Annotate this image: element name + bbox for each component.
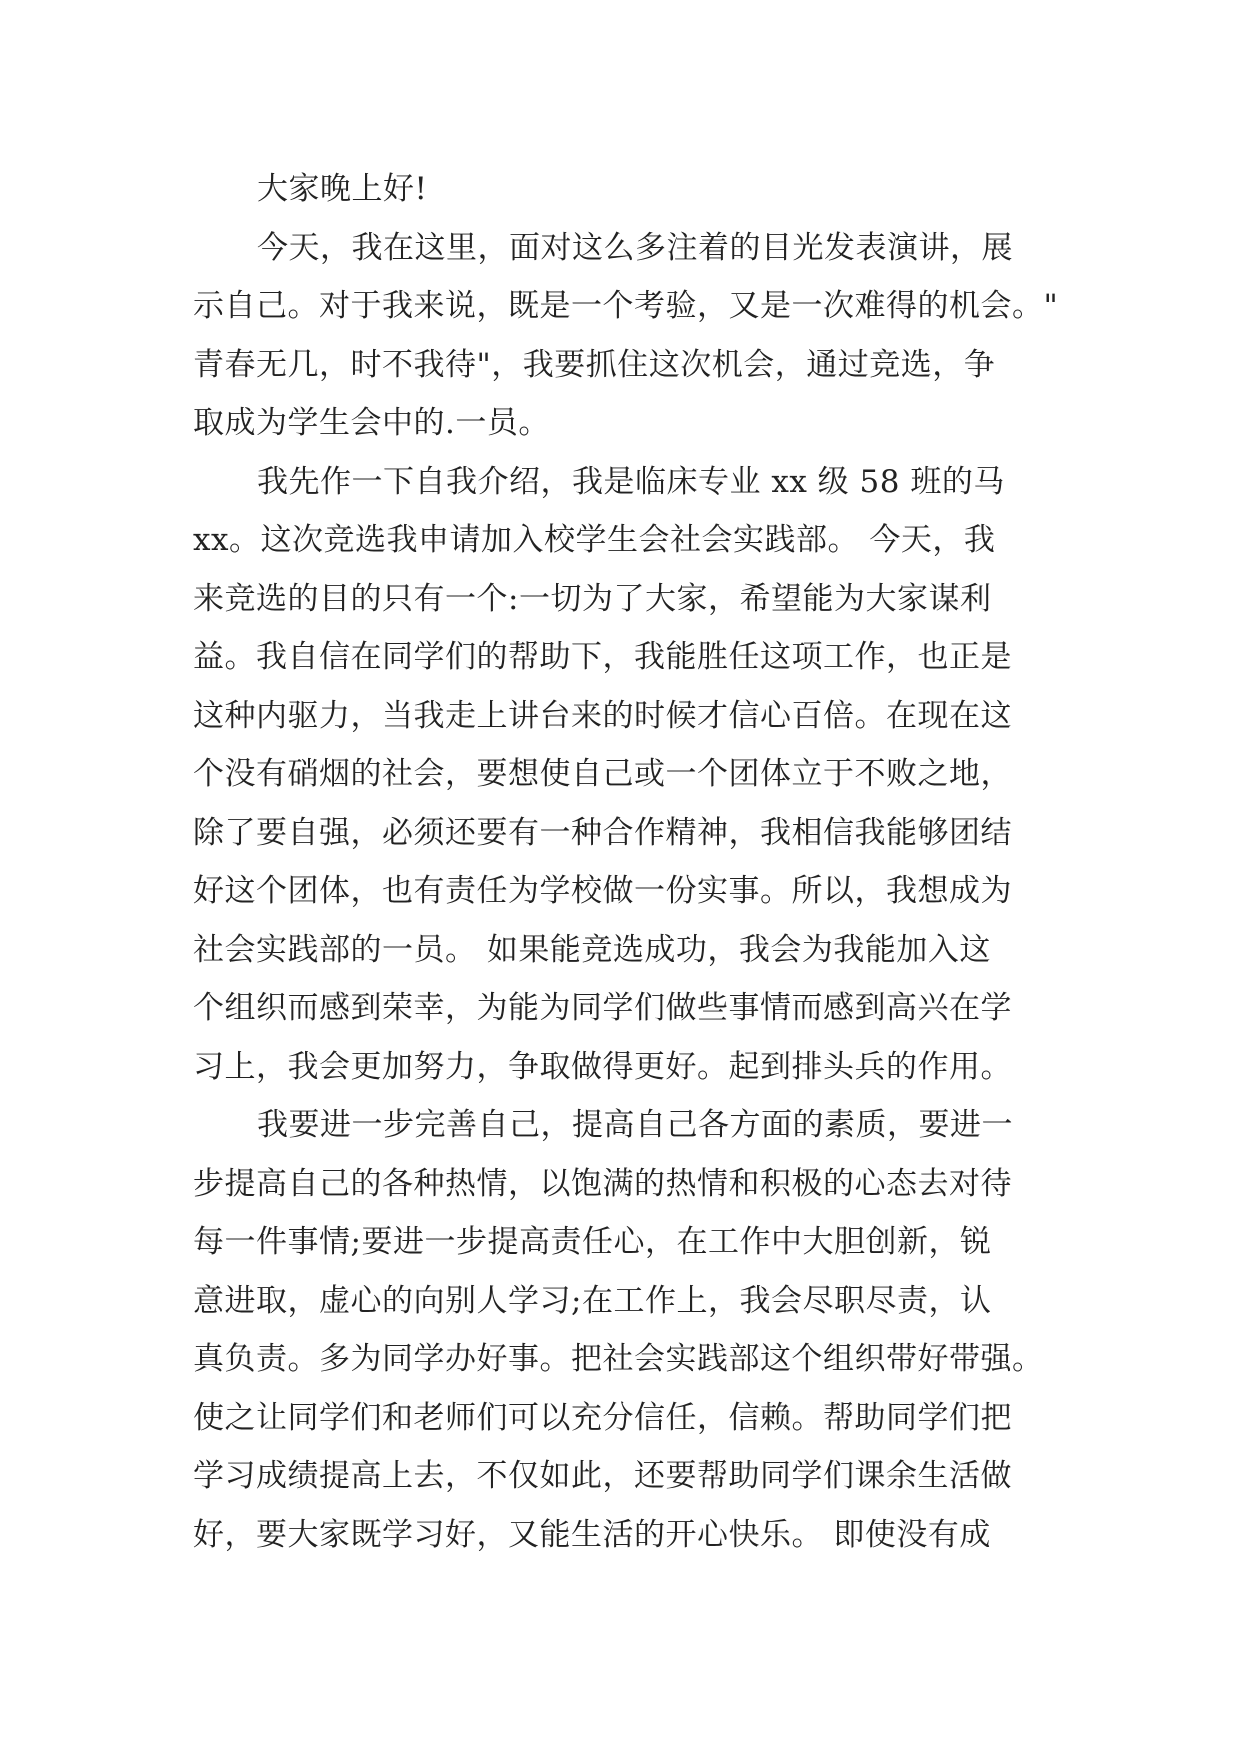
text-line: 大家晚上好! xyxy=(257,171,428,207)
text-line: 社会实践部的一员。 如果能竞选成功，我会为我能加入这 xyxy=(193,931,991,968)
text-line: 步提高自己的各种热情，以饱满的热情和积极的心态去对待 xyxy=(193,1165,1012,1202)
text-line: xx。这次竞选我申请加入校学生会社会实践部。 今天，我 xyxy=(193,522,996,558)
speech-body xyxy=(193,160,1073,1564)
text-line: 我要进一步完善自己，提高自己各方面的素质，要进一 xyxy=(257,1107,1013,1143)
text-line: 益。我自信在同学们的帮助下，我能胜任这项工作，也正是 xyxy=(193,639,1012,675)
text-line: 来竞选的目的只有一个:一切为了大家，希望能为大家谋利 xyxy=(193,580,992,617)
text-line: 好，要大家既学习好，又能生活的开心快乐。 即使没有成 xyxy=(193,1516,991,1553)
text-line: 示自己。对于我来说，既是一个考验，又是一次难得的机会。" xyxy=(193,288,1059,324)
text-line: 使之让同学们和老师们可以充分信任，信赖。帮助同学们把 xyxy=(193,1399,1012,1436)
text-line: 这种内驱力，当我走上讲台来的时候才信心百倍。在现在这 xyxy=(193,697,1012,734)
text-line: 取成为学生会中的.一员。 xyxy=(193,405,550,441)
text-line: 学习成绩提高上去，不仅如此，还要帮助同学们课余生活做 xyxy=(193,1458,1012,1494)
text-line: 今天，我在这里，面对这么多注着的目光发表演讲，展 xyxy=(257,229,1013,266)
text-line: 真负责。多为同学办好事。把社会实践部这个组织带好带强。 xyxy=(193,1341,1044,1377)
text-line: 意进取，虚心的向别人学习;在工作上，我会尽职尽责，认 xyxy=(193,1282,992,1319)
text-line: 个组织而感到荣幸，为能为同学们做些事情而感到高兴在学 xyxy=(193,990,1012,1026)
text-line: 青春无几，时不我待"，我要抓住这次机会，通过竞选，争 xyxy=(193,346,996,383)
text-line: 习上，我会更加努力，争取做得更好。起到排头兵的作用。 xyxy=(193,1048,1012,1085)
text-line: 每一件事情;要进一步提高责任心，在工作中大胆创新，锐 xyxy=(193,1224,992,1260)
text-line: 好这个团体，也有责任为学校做一份实事。所以，我想成为 xyxy=(193,873,1012,909)
text-line: 我先作一下自我介绍，我是临床专业 xx 级 58 班的马 xyxy=(257,463,1005,500)
text-line: 个没有硝烟的社会，要想使自己或一个团体立于不败之地， xyxy=(193,756,1012,792)
text-line: 除了要自强，必须还要有一种合作精神，我相信我能够团结 xyxy=(193,814,1012,851)
